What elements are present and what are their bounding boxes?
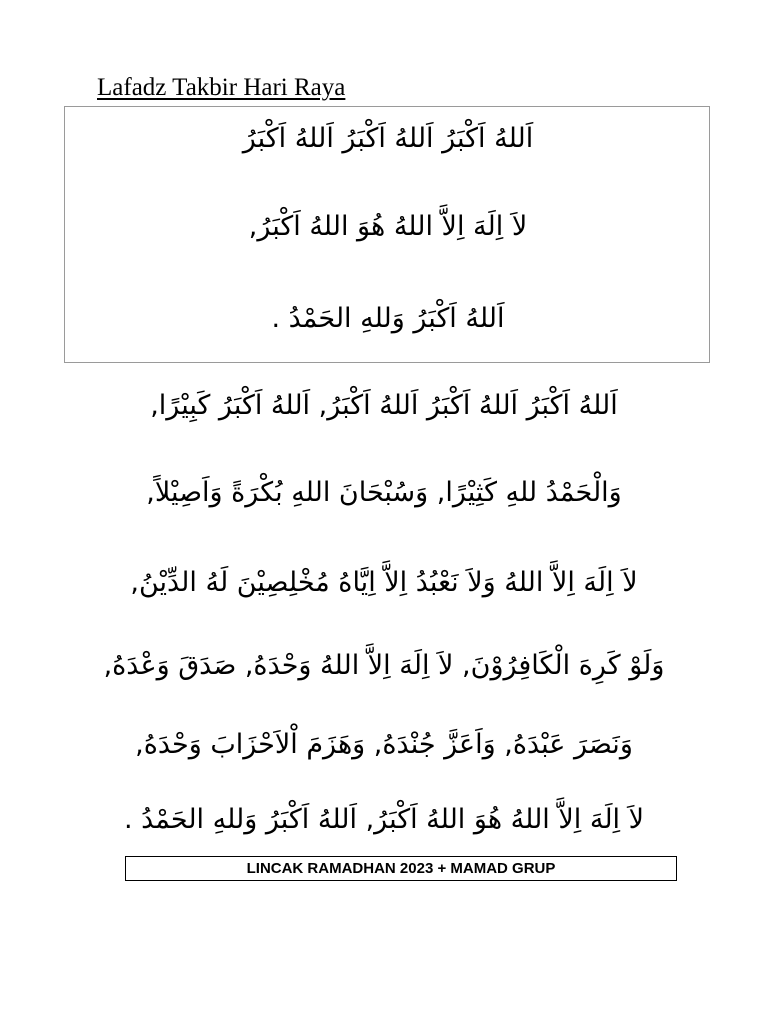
box-line-3: اَللهُ اَكْبَرُ وَللهِ الحَمْدُ . <box>271 303 505 334</box>
takbir-line-2: وَالْحَمْدُ للهِ كَثِيْرًا, وَسُبْحَانَ اللهِ بُكْرَةً وَاَصِيْلاً, <box>146 477 622 508</box>
footer-credit: LINCAK RAMADHAN 2023 + MAMAD GRUP <box>125 856 677 881</box>
takbir-line-4: وَلَوْ كَرِهَ الْكَافِرُوْنَ, لاَ اِلَهَ اِلاَّ اللهُ وَحْدَهُ, صَدَقَ وَعْدَهُ, <box>103 650 665 681</box>
box-line-2: لاَ اِلَهَ اِلاَّ اللهُ هُوَ اللهُ اَكْبَرُ, <box>248 211 528 242</box>
takbir-box <box>64 106 710 363</box>
page-title: Lafadz Takbir Hari Raya <box>97 74 346 101</box>
takbir-line-5: وَنَصَرَ عَبْدَهُ, وَاَعَزَّ جُنْدَهُ, وَهَزَمَ اْلاَحْزَابَ وَحْدَهُ, <box>135 729 633 760</box>
takbir-line-6: لاَ اِلَهَ اِلاَّ اللهُ هُوَ اللهُ اَكْبَرُ, اَللهُ اَكْبَرُ وَللهِ الحَمْدُ . <box>123 804 645 835</box>
box-line-1: اَللهُ اَكْبَرُ اَللهُ اَكْبَرُ اَللهُ اَكْبَرُ <box>242 123 534 154</box>
takbir-line-1: اَللهُ اَكْبَرُ اَللهُ اَكْبَرُ اَللهُ اَكْبَرُ, اَللهُ اَكْبَرُ كَبِيْرًا, <box>150 390 618 421</box>
takbir-line-3: لاَ اِلَهَ اِلاَّ اللهُ وَلاَ نَعْبُدُ اِلاَّ اِيَّاهُ مُخْلِصِيْنَ لَهُ الدِّيْنُ, <box>130 567 638 598</box>
